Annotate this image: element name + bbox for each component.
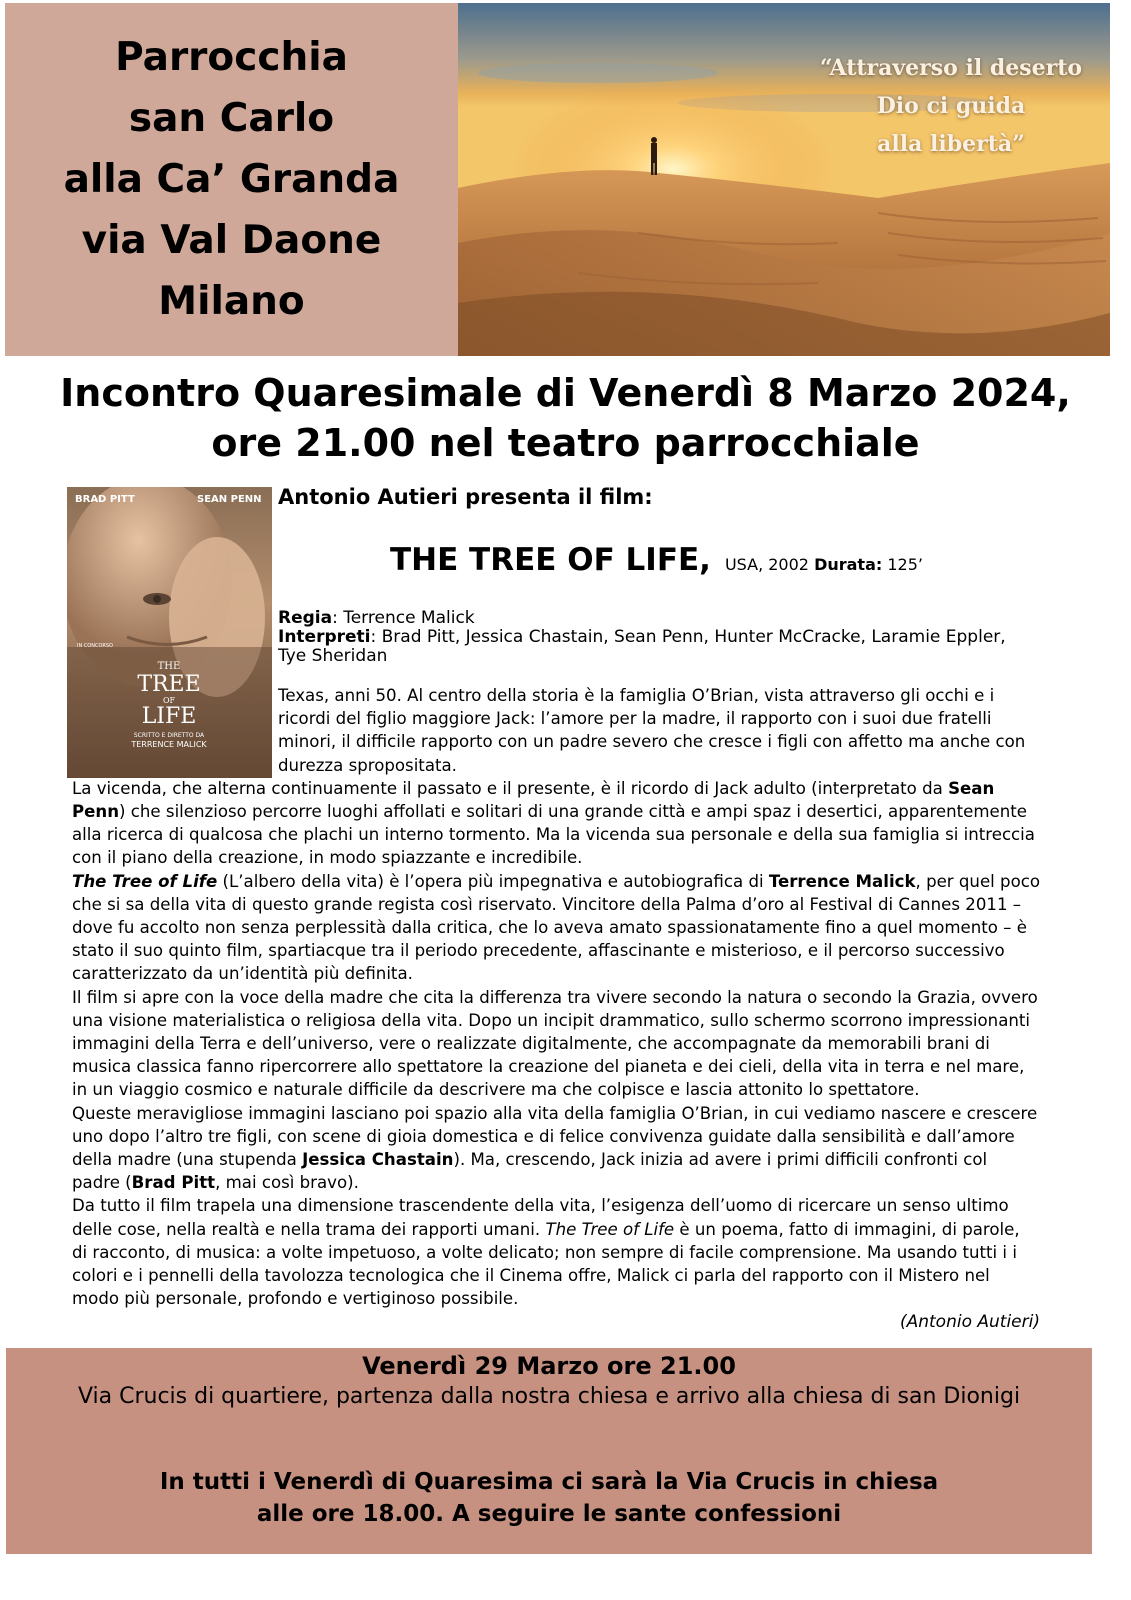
film-name-italic: The Tree of Life bbox=[545, 1219, 675, 1239]
quote bbox=[806, 49, 1096, 163]
actor-name: Jessica Chastain bbox=[302, 1150, 454, 1170]
review-text-run: La vicenda, che alterna continuamente il passato e il presente, è il ricordo di Jack adulto (interpretato da bbox=[72, 778, 949, 798]
poster-credit: SCRITTO E DIRETTO DA bbox=[133, 732, 205, 739]
event-title-line: ore 21.00 nel teatro parrocchiale bbox=[211, 421, 920, 465]
actor-name: Brad Pitt bbox=[131, 1173, 216, 1193]
review-text-run: (L’albero della vita) è l’opera più impegnativa e autobiografica di bbox=[217, 871, 769, 891]
parish-name: Parrocchia bbox=[115, 35, 348, 80]
film-name: THE TREE OF LIFE, bbox=[390, 542, 711, 578]
poster-actor: BRAD PITT bbox=[75, 494, 135, 505]
poster-title: LIFE bbox=[141, 704, 197, 729]
film-duration-label: Durata: bbox=[814, 555, 883, 574]
poster-title: TREE bbox=[137, 672, 201, 697]
review-text-run: , mai così bravo). bbox=[215, 1173, 359, 1193]
review-text-run: è un poema, fatto di immagini, di parole, di racconto, di musica: a volte impetuoso, a volte delicato; non sempre di facile comprensione. Ma usando tutti i i colori e i pennelli della tavolozza tecnologica che il Cinema offre, Malick ci parla del rapporto con il Mistero nel modo più personale, profondo e vertiginoso possibile. bbox=[72, 1219, 1020, 1309]
poster-title: THE bbox=[157, 661, 181, 672]
film-name-italic: The Tree of Life bbox=[72, 871, 218, 891]
film-credits bbox=[278, 609, 1038, 666]
poster-actor: SEAN PENN bbox=[197, 494, 262, 505]
review-paragraph bbox=[72, 777, 1040, 870]
quote-line: “Attraverso il deserto bbox=[819, 55, 1083, 81]
header bbox=[5, 3, 1110, 356]
review-text-run: ) che silenzioso percorre luoghi affollati e solitari di una grande città e ampi spaz i desertici, apparentemente alla ricerca di qualcosa che plachi un interno tormento. Ma la vicenda sua personale e della sua famiglia si intreccia con il piano della creazione, in modo spiazzante e incredibile. bbox=[72, 802, 1035, 868]
review-paragraph: Il film si apre con la voce della madre che cita la differenza tra vivere secondo la natura o secondo la Grazia, ovvero una visione materialistica o religiosa della vita. Dopo un incipit drammatico, sullo schermo scorrono impressionanti immagini della Terra e dell’universo, vere o realizzate digitalmente, che accompagnate da memorabili brani di musica classica fanno ripercorrere allo spettatore la creazione del pianeta e dei cieli, della vita in terra e nel mare, in un viaggio cosmico e naturale difficile da descrivere ma che colpisce e lascia attonito lo spettatore. bbox=[72, 987, 1038, 1100]
film-meta bbox=[725, 555, 923, 574]
poster-title: OF bbox=[162, 696, 176, 705]
parish-address: via Val Daone bbox=[81, 218, 382, 263]
review-text-run: Da tutto il film trapela una dimensione trascendente della vita, l’esigenza dell’uomo di ricercare un senso ultimo delle cose, nella realtà e nella trama dei rapporti umani. bbox=[72, 1196, 1009, 1239]
desert-photo bbox=[458, 3, 1110, 356]
director-value: : Terrence Malick bbox=[332, 608, 475, 628]
film-title bbox=[390, 542, 923, 578]
via-crucis-date: Venerdì 29 Marzo ore 21.00 bbox=[362, 1352, 736, 1380]
review-paragraph bbox=[72, 1194, 1040, 1310]
review-signature: (Antonio Autieri) bbox=[899, 1312, 1040, 1332]
parish-city: Milano bbox=[158, 279, 305, 324]
poster-festival: IN CONCORSO bbox=[77, 643, 113, 649]
parish-box bbox=[5, 3, 458, 356]
review-text-run: , per quel poco che si sa della vita di questo grande regista così riservato. Vincitore della Palma d’oro al Festival di Cannes 2011 – dove fu accolto non senza perplessità dalla critica, che lo aveva amato spassionatamente fino a quel momento – è stato il suo quinto film, spartiacque tra il periodo precedente, affascinante e misterioso, e il percorso successivo caratterizzato da un’identità più definita. bbox=[72, 871, 1041, 984]
director-line bbox=[278, 609, 1038, 628]
actor-name: Sean Penn bbox=[72, 778, 995, 822]
parish-name: san Carlo bbox=[128, 96, 335, 141]
review-paragraph: Texas, anni 50. Al centro della storia è la famiglia O’Brian, vista attraverso gli occhi e i ricordi del figlio maggiore Jack: l’amore per la madre, il rapporto con i suoi due fratelli minori, il difficile rapporto con un padre severo che cresce i figli con affetto ma anche con durezza spropositata. bbox=[278, 686, 1026, 775]
review-paragraph bbox=[72, 870, 1040, 986]
cast-label: Interpreti bbox=[278, 627, 371, 647]
quote-line: Dio ci guida bbox=[876, 93, 1026, 119]
event-title-line: Incontro Quaresimale di Venerdì 8 Marzo 2024, bbox=[60, 371, 1071, 415]
closing-line: alle ore 18.00. A seguire le sante confessioni bbox=[256, 1501, 842, 1527]
review-text-run: ). Ma, crescendo, Jack inizia ad avere i primi difficili confronti col padre ( bbox=[72, 1150, 988, 1193]
director-name: Terrence Malick bbox=[768, 871, 916, 891]
presenter-line: Antonio Autieri presenta il film: bbox=[278, 485, 653, 509]
cast-line bbox=[278, 628, 1038, 666]
poster-credit: TERRENCE MALICK bbox=[131, 740, 207, 749]
parish-name: alla Ca’ Granda bbox=[63, 157, 400, 202]
review-paragraph bbox=[72, 1102, 1040, 1195]
via-crucis-description: Via Crucis di quartiere, partenza dalla nostra chiesa e arrivo alla chiesa di san Dionigi bbox=[77, 1384, 1021, 1409]
event-title bbox=[0, 368, 1131, 468]
film-country-year: USA, 2002 bbox=[724, 555, 809, 574]
film-duration: 125’ bbox=[887, 555, 923, 574]
closing-notice bbox=[6, 1466, 1092, 1530]
review-text-run: Queste meravigliose immagini lasciano poi spazio alla vita della famiglia O’Brian, in cui vediamo nascere e crescere uno dopo l’altro tre figli, con scene di gioia domestica e di felice convivenza guidate dalla sensibilità e dall’amore della madre (una stupenda bbox=[72, 1103, 1038, 1170]
footer-box bbox=[6, 1348, 1092, 1554]
review-text bbox=[72, 684, 1040, 1310]
cast-value: : Brad Pitt, Jessica Chastain, Sean Penn, Hunter McCracke, Laramie Eppler, Tye Sheridan bbox=[278, 627, 1006, 666]
quote-line: alla libertà” bbox=[877, 131, 1025, 157]
closing-line: In tutti i Venerdì di Quaresima ci sarà la Via Crucis in chiesa bbox=[159, 1469, 939, 1495]
director-label: Regia bbox=[278, 608, 333, 628]
